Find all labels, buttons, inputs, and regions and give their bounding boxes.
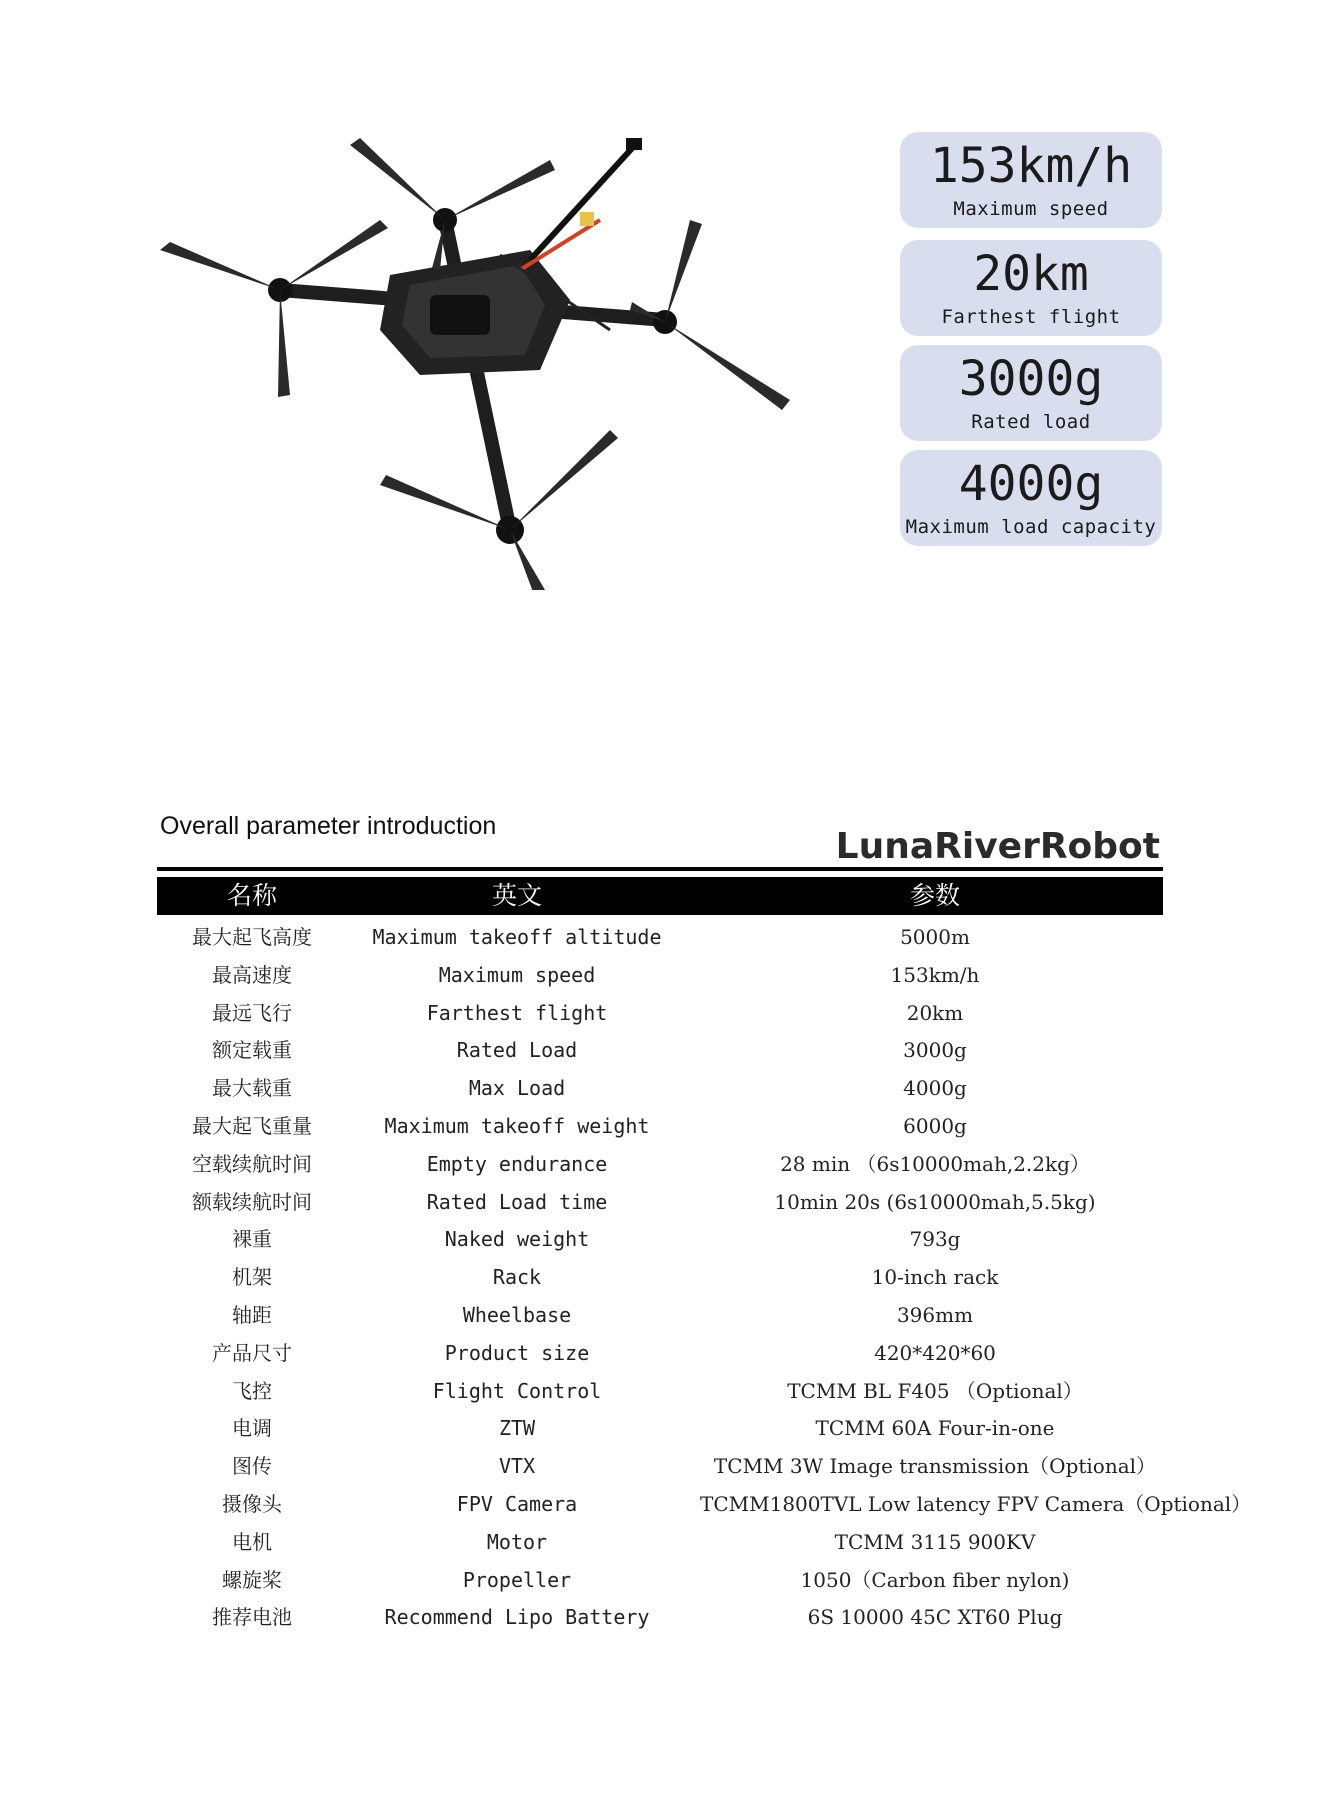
cell-en: Naked weight	[444, 1227, 590, 1252]
cell-cn: 轴距	[232, 1302, 272, 1327]
cell-cn: 产品尺寸	[212, 1340, 292, 1365]
table-row	[0, 1070, 1323, 1108]
cell-cn: 最大起飞高度	[192, 925, 312, 949]
cell-value: 420*420*60	[874, 1340, 996, 1365]
table-row	[0, 1486, 1323, 1524]
stat-value: 4000g	[958, 456, 1104, 512]
cell-cn: 图传	[232, 1454, 272, 1479]
cell-en: Propeller	[462, 1567, 572, 1592]
cell-en: Rated Load time	[426, 1189, 608, 1214]
cell-en: FPV Camera	[456, 1491, 578, 1516]
cell-value: 153km/h	[890, 962, 980, 987]
table-row	[0, 1562, 1323, 1600]
cell-en: Maximum takeoff weight	[384, 1113, 650, 1138]
cell-value: 28 min （6s10000mah,2.2kg）	[780, 1151, 1090, 1176]
cell-en: Motor	[486, 1529, 548, 1554]
cell-cn: 额载续航时间	[192, 1189, 312, 1214]
cell-cn: 裸重	[232, 1227, 272, 1252]
cell-cn: 最大载重	[212, 1076, 292, 1101]
cell-cn: 飞控	[232, 1378, 272, 1403]
cell-en: ZTW	[498, 1416, 536, 1441]
table-row	[0, 1297, 1323, 1335]
cell-en: Rack	[492, 1265, 542, 1290]
cell-cn: 空载续航时间	[192, 1151, 312, 1176]
cell-en: Max Load	[468, 1076, 566, 1101]
cell-cn: 额定载重	[212, 1038, 292, 1063]
cell-value: 10-inch rack	[871, 1265, 999, 1290]
header-en: 英文	[491, 881, 542, 910]
cell-en: Maximum takeoff altitude	[372, 925, 662, 949]
parameter-table	[0, 919, 1323, 1637]
stat-value: 20km	[973, 246, 1089, 302]
header-value: 参数	[909, 881, 960, 910]
cell-cn: 摄像头	[222, 1491, 282, 1516]
cell-value: 1050（Carbon fiber nylon)	[800, 1567, 1070, 1592]
cell-value: 4000g	[903, 1076, 967, 1101]
cell-value: 3000g	[903, 1038, 967, 1063]
cell-cn: 电机	[232, 1529, 272, 1554]
cell-value: 5000m	[900, 925, 970, 949]
cell-cn: 电调	[232, 1416, 272, 1441]
cell-value: 6000g	[903, 1113, 967, 1138]
table-row	[0, 1373, 1323, 1411]
stat-card-rated-load	[900, 345, 1162, 441]
cell-en: Flight Control	[432, 1378, 602, 1403]
table-row	[0, 1108, 1323, 1146]
stat-value: 3000g	[958, 351, 1104, 407]
table-row	[0, 1410, 1323, 1448]
drone-body	[380, 250, 570, 375]
stat-label: Maximum speed	[953, 198, 1109, 220]
table-row	[0, 1146, 1323, 1184]
table-row	[0, 1524, 1323, 1562]
table-row	[0, 919, 1323, 957]
cell-en: VTX	[498, 1454, 536, 1479]
stat-card-max-speed	[900, 132, 1162, 228]
table-row	[0, 1221, 1323, 1259]
cell-value: TCMM 3115 900KV	[834, 1529, 1036, 1554]
header-cn: 名称	[226, 881, 277, 910]
table-row	[0, 1599, 1323, 1637]
table-row	[0, 957, 1323, 995]
table-row	[0, 1032, 1323, 1070]
table-row	[0, 1448, 1323, 1486]
drone-product-image	[150, 100, 802, 590]
cell-en: Farthest flight	[426, 1000, 608, 1025]
stat-label: Maximum load capacity	[905, 516, 1157, 538]
stat-value: 153km/h	[929, 138, 1133, 194]
table-header	[157, 877, 1163, 915]
cell-cn: 最大起飞重量	[192, 1113, 312, 1138]
cell-value: 20km	[906, 1000, 964, 1025]
cell-value: 793g	[909, 1227, 961, 1252]
cell-value: TCMM1800TVL Low latency FPV Camera（Optional）	[700, 1491, 1252, 1516]
brand-logo: LunaRiverRobot	[835, 826, 1160, 867]
cell-value: TCMM 60A Four-in-one	[815, 1416, 1055, 1441]
table-row	[0, 1259, 1323, 1297]
cell-en: Maximum speed	[438, 962, 596, 987]
stat-label: Farthest flight	[941, 306, 1121, 328]
cell-en: Product size	[444, 1340, 590, 1365]
table-row	[0, 1184, 1323, 1222]
cell-cn: 螺旋桨	[222, 1567, 282, 1592]
cell-en: Wheelbase	[462, 1302, 572, 1327]
cell-value: TCMM BL F405 （Optional）	[787, 1378, 1083, 1403]
cell-value: 6S 10000 45C XT60 Plug	[807, 1605, 1063, 1630]
table-row	[0, 995, 1323, 1033]
stat-label: Rated load	[971, 411, 1091, 433]
cell-value: TCMM 3W Image transmission（Optional）	[713, 1454, 1157, 1479]
section-title: Overall parameter introduction	[160, 812, 497, 840]
stat-card-max-load-capacity	[900, 450, 1162, 546]
cell-en: Recommend Lipo Battery	[384, 1605, 650, 1630]
cell-value: 396mm	[896, 1302, 974, 1327]
cell-value: 10min 20s (6s10000mah,5.5kg)	[774, 1189, 1096, 1214]
cell-en: Empty endurance	[426, 1151, 608, 1176]
cell-cn: 推荐电池	[212, 1605, 292, 1630]
divider	[157, 867, 1163, 871]
table-row	[0, 1335, 1323, 1373]
stat-card-farthest-flight	[900, 240, 1162, 336]
cell-cn: 机架	[232, 1265, 272, 1290]
cell-en: Rated Load	[456, 1038, 578, 1063]
cell-cn: 最远飞行	[212, 1000, 292, 1025]
cell-cn: 最高速度	[212, 962, 292, 987]
